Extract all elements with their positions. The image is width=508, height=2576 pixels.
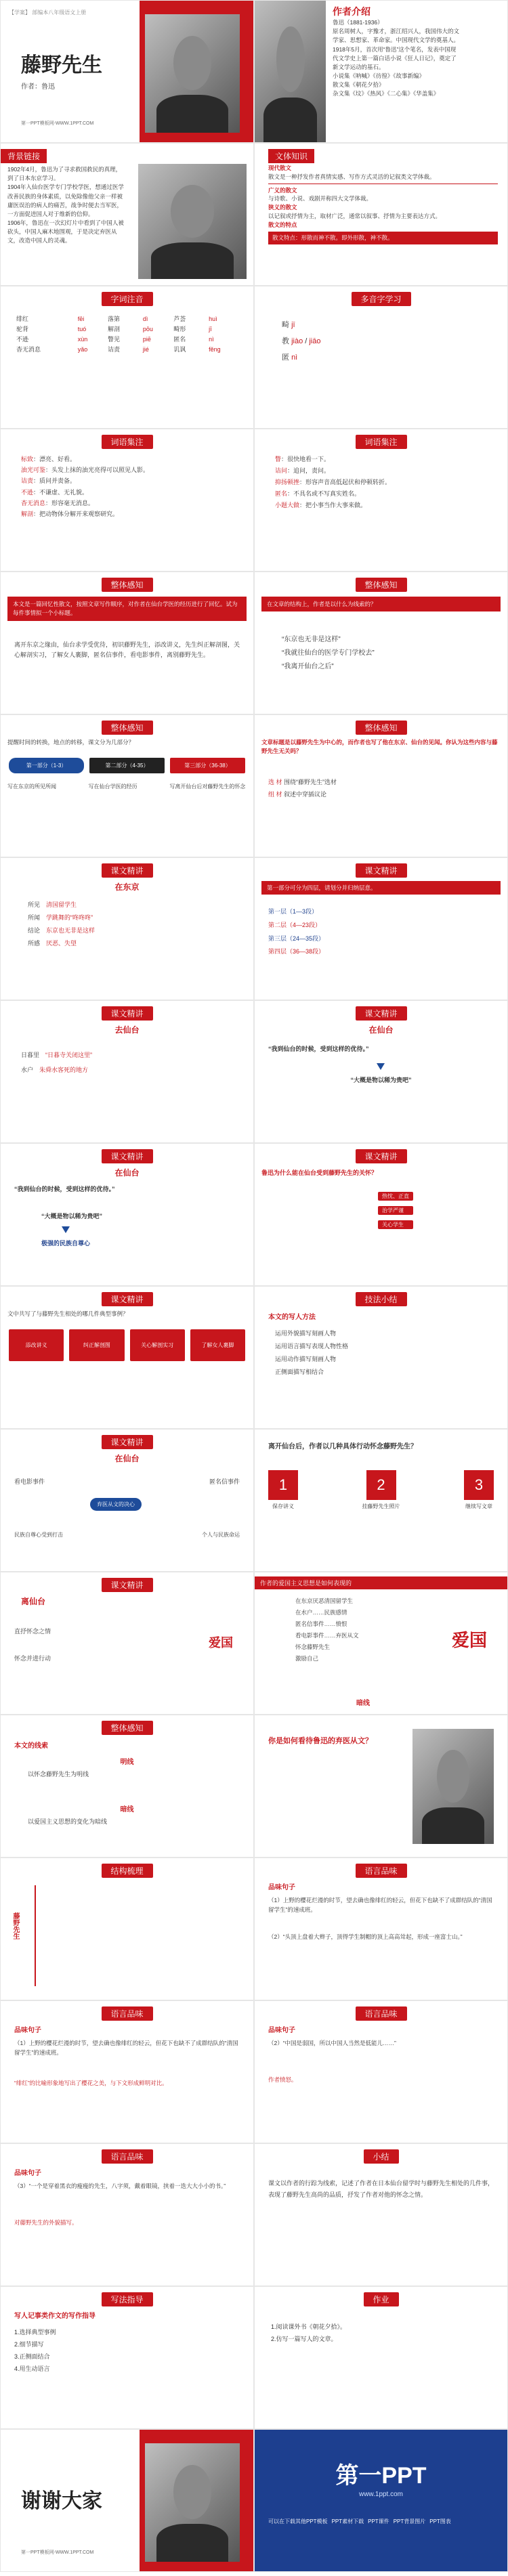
sub-heading: 狭义的散文 xyxy=(268,204,297,211)
list-item: 运用外貌描写刻画人物 xyxy=(275,1330,337,1337)
word-cell: 讥讽 xyxy=(173,346,186,353)
list-item: 1.阅读课外书《朝花夕拾》。 xyxy=(271,2323,347,2330)
answer-text: 离开东京之缘由，仙台求学受优待，初识藤野先生，添改讲义，先生纠正解剖图，关心解剖实习，了解女人裹脚，匿名信事件，看电影事件，离别藤野先生。 xyxy=(14,641,240,659)
char: 畸 xyxy=(282,321,289,329)
slide-material xyxy=(254,714,508,857)
slide-actions xyxy=(254,1429,508,1572)
slide-genre xyxy=(254,143,508,286)
pinyin-cell: jié xyxy=(142,345,149,353)
slide-to-sendai xyxy=(0,1000,254,1143)
place: 水户 xyxy=(21,1066,34,1073)
text-line: 代文学史上第一篇白话小说《狂人日记》，奠定了 xyxy=(333,54,457,62)
row-label: 所闻 xyxy=(28,914,41,921)
pinyin: nì xyxy=(291,353,298,362)
slide-overview-1 xyxy=(0,572,254,714)
section-tag: 整体感知 xyxy=(101,1721,152,1735)
term: 小题大做 xyxy=(275,502,300,509)
question: 文章标题是以藤野先生为中心的，而作者也写了他在东京、仙台的见闻。你认为这些内容与藤野先生无关吗？ xyxy=(261,739,498,754)
section-tag: 课文精讲 xyxy=(355,1149,406,1163)
action-text: 继续写文章 xyxy=(465,1503,492,1509)
sub-heading: 写人记事类作文的写作指导 xyxy=(14,2313,96,2320)
footer-link[interactable]: PPT课件 xyxy=(368,2518,389,2525)
definition: 形容声音高低起伏和停顿转折。 xyxy=(305,479,391,486)
text-para: 1904年入仙台医学专门学校学医，想通过医学改善民族的身体素质，以免除像他父亲一样被庸医误治的病人的痛苦，战争时便去当军医，一方面促进国人对于维新的信仰。 xyxy=(7,184,124,217)
list-item: 3.正侧面结合 xyxy=(14,2353,50,2360)
definition: 质问并责备。 xyxy=(39,477,77,485)
sentence: （2）“中国是弱国，所以中国人当然是低能儿……” xyxy=(268,2040,396,2046)
text-banner: 散文特点：形散而神不散。即外形散，神不散。 xyxy=(268,232,498,244)
section-tag: 课文精讲 xyxy=(101,863,152,878)
label: 组 材 xyxy=(268,791,282,798)
slide-structure xyxy=(0,714,254,857)
row-value: 东京也无非是这样 xyxy=(46,926,96,934)
list-item: 看电影事件……弃医从文 xyxy=(295,1632,359,1639)
row-label: 结论 xyxy=(28,926,41,934)
row-label: 所见 xyxy=(28,901,41,908)
part-box: 第三部分（36-38） xyxy=(170,758,245,773)
definition: 追问，责问。 xyxy=(293,467,331,475)
definition: 把动物体分解开来观察研究。 xyxy=(39,510,119,517)
place-note: “日暮寺关闭这里” xyxy=(45,1052,93,1058)
cover-title: 藤野先生 xyxy=(21,53,102,77)
word-cell: 驼背 xyxy=(16,326,29,332)
slide-thanks xyxy=(0,2429,254,2572)
definition: 形容毫无消息。 xyxy=(51,499,95,507)
question-banner: 在文章的结构上，作者是以什么为线索的？ xyxy=(261,597,501,611)
slide-clues xyxy=(0,1715,254,1858)
sub-heading: 现代散文 xyxy=(268,165,292,171)
slide-vocab-1: 词语集注 标致：漂亮、好看。 油光可鉴：头发上抹的油光亮得可以照见人影。 诘责：质问并责备。 不逊：不谦虚、无礼貌。 杳无消息：形容毫无消息。 解剖：把动物体分解开来观察研究。 xyxy=(0,429,254,572)
slide-vocab-2: 词语集注 瞥：很快地看一下。 诘问：追问，责问。 抑扬顿挫：形容声音高低起伏和停顿转折。 匿名：不具名或不写真实姓名。 小题大做：把小事当作大事来做。 xyxy=(254,429,508,572)
slide-overview-2 xyxy=(254,572,508,714)
layer: 第四层（36—38段） xyxy=(268,948,325,956)
slide-events xyxy=(0,1286,254,1429)
slide-leave-sendai xyxy=(0,1572,254,1715)
cover-small-label: 【学案】 部编本八年级语文上册 xyxy=(9,9,87,16)
sub-heading: 在仙台 xyxy=(114,1168,140,1178)
word-cell: 瞥见 xyxy=(108,336,121,343)
slide-layers xyxy=(254,857,508,1000)
slide-summary xyxy=(254,2143,508,2286)
section-tag: 课文精讲 xyxy=(101,1006,152,1021)
char: 教 xyxy=(282,337,289,346)
bottom-note: 个人与民族命运 xyxy=(202,1532,240,1538)
part-note: 写在仙台学医的经历 xyxy=(88,783,137,790)
term: 诘问 xyxy=(275,467,288,475)
number-box: 3 xyxy=(464,1470,494,1500)
question-banner: 本文是一篇回忆性散文，按照文章写作顺序，对作者在仙台学医的经历进行了回忆。试为每件事情拟一个小标题。 xyxy=(7,597,247,621)
pinyin: jī xyxy=(291,321,295,329)
pinyin-cell: huì xyxy=(209,315,217,322)
char: 匿 xyxy=(282,353,289,362)
slide-turn xyxy=(0,1429,254,1572)
place-note: 朱舜水客死的地方 xyxy=(39,1066,89,1073)
action-text: 保存讲义 xyxy=(272,1503,294,1509)
sub-heading: 本文的线索 xyxy=(14,1742,48,1750)
action-text: 挂藤野先生照片 xyxy=(362,1503,400,1509)
sub-heading: 品味句子 xyxy=(14,2170,41,2177)
list-item: 匿名信事件……愤恨 xyxy=(295,1620,347,1627)
thanks-title: 谢谢大家 xyxy=(21,2489,102,2513)
sub-heading: 广义的散文 xyxy=(268,186,297,194)
section-tag: 技法小结 xyxy=(355,1292,406,1306)
slide-cover xyxy=(0,0,254,143)
bottom-note: 民族自尊心受到打击 xyxy=(14,1532,63,1538)
word-cell: 芦荟 xyxy=(173,316,186,322)
pinyin-cell: dì xyxy=(142,315,148,322)
left-event: 看电影事件 xyxy=(14,1478,45,1485)
text-para: 与诗歌、小说、戏剧并称四大文学体裁。 xyxy=(268,195,373,202)
pinyin-cell: pōu xyxy=(142,325,153,332)
term: 诘责 xyxy=(21,477,34,485)
value: 围绕“藤野先生”选材 xyxy=(284,779,337,786)
quote: “我到仙台的时候，受到这样的优待。” xyxy=(268,1046,369,1052)
sub-heading: 在东京 xyxy=(114,882,140,892)
portrait-photo xyxy=(145,2443,240,2562)
footer-link[interactable]: PPT背景图片 xyxy=(393,2518,426,2525)
section-tag: 多音字学习 xyxy=(351,292,410,306)
text-para: 以记叙或抒情为主，取材广泛，通常以叙事、抒情为主要表达方式。 xyxy=(268,212,442,219)
row-value: 清国留学生 xyxy=(46,901,77,908)
slide-language-4 xyxy=(0,2143,254,2286)
cover-badge: 第一PPT模板网-WWW.1PPT.COM xyxy=(21,2550,94,2555)
section-tag: 课文精讲 xyxy=(101,1435,152,1449)
word-cell: 解剖 xyxy=(108,326,121,332)
section-tag: 整体感知 xyxy=(355,721,406,735)
thread-label: 暗线 xyxy=(356,1700,370,1707)
slide-language-2 xyxy=(0,2000,254,2143)
clue-text: 以怀念藤野先生为明线 xyxy=(28,1771,89,1778)
section-tag: 小结 xyxy=(363,2149,398,2164)
definition: 不谦虚、无礼貌。 xyxy=(39,488,89,496)
pinyin-cell: piē xyxy=(142,335,151,343)
section-banner: 作者的爱国主义思想是如何表现的 xyxy=(255,1576,507,1589)
sub-heading: 品味句子 xyxy=(14,2027,41,2034)
quote: “大概是物以稀为贵吧” xyxy=(41,1213,103,1220)
slide-language-3 xyxy=(254,2000,508,2143)
list-item: 1.选择典型事例 xyxy=(14,2329,56,2336)
section-tag: 整体感知 xyxy=(101,721,152,735)
word-cell: 诘责 xyxy=(108,346,121,353)
text-line: 杂文集《坟》《热风》《二心集》《华盖集》 xyxy=(333,90,440,98)
slide-brand xyxy=(254,2429,508,2572)
number-box: 1 xyxy=(268,1470,298,1500)
note: 作者愤怒。 xyxy=(268,2076,297,2083)
term: 标致 xyxy=(21,456,34,463)
term: 解剖 xyxy=(21,510,34,517)
list-item: 激励自己 xyxy=(295,1655,319,1662)
sub-heading: 在仙台 xyxy=(368,1025,394,1035)
point: 直抒怀念之情 xyxy=(14,1628,51,1635)
sentence: （1）上野的樱花烂漫的时节，望去确也像绯红的轻云，但花下也缺不了成群结队的“清国留学生”的速成班。 xyxy=(14,2040,238,2056)
sub-heading: 散文的特点 xyxy=(268,221,297,228)
note: “绯红”的比喻形象地写出了樱花之美，与下文形成鲜明对比。 xyxy=(14,2080,168,2086)
section-title: 作者介绍 xyxy=(333,6,371,17)
term: 不逊 xyxy=(21,488,34,496)
sub-heading: 品味句子 xyxy=(268,2027,295,2034)
text-para: 散文是一种抒发作者真情实感、写作方式灵活的记叙类文学体裁。 xyxy=(268,173,436,180)
list-item: 2.仿写一篇写人的文章。 xyxy=(271,2336,337,2342)
core-word: 爱国 xyxy=(451,1631,487,1651)
brand-url: www.1ppt.com xyxy=(358,2491,404,2498)
clue-text: 以爱国主义思想的变化为暗线 xyxy=(28,1818,108,1825)
slide-technique xyxy=(254,1286,508,1429)
pinyin-table xyxy=(14,314,241,354)
slide-background xyxy=(0,143,254,286)
section-title: 文体知识 xyxy=(268,149,314,163)
slide-polyphone: 多音字学习 畸 jī 教 jiào / jiāo 匿 nì xyxy=(254,286,508,429)
section-tag: 课文精讲 xyxy=(101,1149,152,1163)
pinyin-cell: yǎo xyxy=(77,345,88,353)
quote: “我就往仙台的医学专门学校去” xyxy=(282,649,375,657)
slide-sendai-1 xyxy=(254,1000,508,1143)
section-tag: 写法指导 xyxy=(101,2292,152,2306)
event-tag: 了解女人裹脚 xyxy=(190,1329,245,1361)
layer: 第三层（24—35段） xyxy=(268,935,325,942)
clue-label: 明线 xyxy=(120,1759,134,1766)
section-tag: 语言品味 xyxy=(355,2006,406,2021)
clue-label: 暗线 xyxy=(120,1806,134,1813)
term: 抑扬顿挫 xyxy=(275,479,300,486)
text-line: 小说集《呐喊》《彷徨》《故事新编》 xyxy=(333,72,425,80)
section-tag: 词语集注 xyxy=(355,435,406,449)
section-tag: 语言品味 xyxy=(355,1864,406,1878)
section-tag: 课文精讲 xyxy=(101,1292,152,1306)
part-box: 第二部分（4-35） xyxy=(89,758,165,773)
sentence: （3）“一个是穿着黑衣的瘦瘦的先生，八字须，戴着眼镜，挟着一迭大大小小的书。” xyxy=(14,2183,226,2189)
section-tag: 语言品味 xyxy=(101,2149,152,2164)
question: 提醒时间的转换，地点的转移，课文分为几部分？ xyxy=(7,739,135,746)
text-line: 新文学运动的基石。 xyxy=(333,63,385,70)
value: 叙述中穿插议论 xyxy=(284,791,327,798)
brand-logo: 第一PPT xyxy=(335,2463,427,2489)
text-line: 鲁迅（1881-1936） xyxy=(333,19,383,26)
list-item: 2.细节描写 xyxy=(14,2341,44,2348)
slide-pronunciation xyxy=(0,286,254,429)
definition: 头发上抹的油光亮得可以照见人影。 xyxy=(51,467,150,474)
layer: 第一层（1—3段） xyxy=(268,908,318,915)
pinyin-cell: jī xyxy=(209,325,212,332)
list-item: 在东京厌恶清国留学生 xyxy=(295,1597,354,1604)
portrait-photo xyxy=(255,1,326,143)
quote: “东京也无非是这样” xyxy=(282,636,341,643)
cover-badge: 第一PPT模板网-WWW.1PPT.COM xyxy=(21,121,94,126)
section-tag: 语言品味 xyxy=(101,2006,152,2021)
note: 对藤野先生的外貌描写。 xyxy=(14,2219,78,2226)
text-line: 散文集《朝花夕拾》 xyxy=(333,81,385,89)
section-tag: 整体感知 xyxy=(355,578,406,592)
conclusion: 极强的民族自尊心 xyxy=(41,1240,91,1247)
pinyin-cell: xùn xyxy=(77,335,88,343)
slide-author-intro xyxy=(254,0,508,143)
layer: 第二层（4—23段） xyxy=(268,921,322,928)
slide-tokyo xyxy=(0,857,254,1000)
outline-center: 藤野先生 xyxy=(12,1912,19,1939)
sub-heading: 离仙台 xyxy=(21,1597,46,1606)
text-line: 原名周树人，字豫才，浙江绍兴人，我国伟大的文 xyxy=(333,28,460,35)
footer-link[interactable]: PPT素材下载 xyxy=(331,2518,364,2525)
section-tag: 结构梳理 xyxy=(101,1864,152,1878)
section-tag: 作业 xyxy=(363,2292,398,2306)
pinyin-cell: nì xyxy=(209,335,214,343)
pinyin: jiāo xyxy=(309,337,321,346)
row-label: 所感 xyxy=(28,939,41,947)
definition: 不具名或不写真实姓名。 xyxy=(293,490,361,498)
pinyin-cell: tuó xyxy=(77,325,87,332)
sub-heading: 品味句子 xyxy=(268,1884,295,1891)
row-value: 学跳舞的“咚咚咚” xyxy=(46,914,93,921)
quote: “我到仙台的时候，受到这样的优待。” xyxy=(14,1186,115,1193)
list-item: 4.用生动语言 xyxy=(14,2365,50,2372)
list-item: 运用动作描写刻画人物 xyxy=(275,1355,337,1362)
section-tag: 课文精讲 xyxy=(101,1578,152,1592)
definition: 漂亮、好看。 xyxy=(39,456,77,463)
word-cell: 落第 xyxy=(108,316,121,322)
text-para: 1906年，鲁迅在一次幻灯片中看到了中国人被砍头，中国人麻木地围观，于是决定弃医从文，改造中国人的灵魂。 xyxy=(7,219,124,244)
word-cell: 不逊 xyxy=(16,336,29,343)
summary-text: 课文以作者的行踪为线索，记述了作者在日本仙台留学时与藤野先生相处的几件事，表现了藤野先生高尚的品质，抒发了作者对他的怀念之情。 xyxy=(268,2180,494,2199)
list-item: 在水户……民族感情 xyxy=(295,1609,347,1616)
part-note: 写在东京的所见所闻 xyxy=(7,783,56,790)
section-tag: 课文精讲 xyxy=(355,1006,406,1021)
definition: 把小事当作大事来做。 xyxy=(305,502,367,509)
pinyin-cell: fěng xyxy=(209,345,221,353)
term: 匿名 xyxy=(275,490,288,498)
slide-homework xyxy=(254,2286,508,2429)
point: 怀念并进行动 xyxy=(14,1655,51,1662)
trait-tag: 热忱、正直 xyxy=(378,1192,413,1201)
quote: “我离开仙台之后” xyxy=(282,663,334,670)
section-tag: 课文精讲 xyxy=(355,863,406,878)
trait-tag: 关心学生 xyxy=(378,1220,413,1229)
part-box: 第一部分（1-3） xyxy=(9,758,84,773)
slide-care xyxy=(254,1143,508,1286)
slide-outline xyxy=(0,1858,254,2000)
question-banner: 第一部分可分为四层，请划分并归纳层意。 xyxy=(261,881,501,895)
row-value: 厌恶、失望 xyxy=(46,939,77,947)
slide-discussion xyxy=(254,1715,508,1858)
sentence: （1）上野的樱花烂漫的时节，望去确也像绯红的轻云，但花下也缺不了成群结队的“清国留学生”的速成班。 xyxy=(268,1897,492,1913)
portrait-photo xyxy=(138,164,247,279)
center-result: 弃医从文的决心 xyxy=(90,1498,142,1511)
question: 你是如何看待鲁迅的弃医从文？ xyxy=(268,1737,373,1745)
part-note: 写离开仙台后对藤野先生的怀念 xyxy=(169,783,246,790)
section-tag: 整体感知 xyxy=(101,578,152,592)
question: 鲁迅为什么能在仙台受到藤野先生的关怀？ xyxy=(261,1169,378,1176)
portrait-photo xyxy=(412,1729,494,1844)
list-item: 正侧面描写相结合 xyxy=(275,1368,324,1375)
question: 离开仙台后，作者以几种具体行动怀念藤野先生？ xyxy=(268,1443,417,1451)
quote: “大概是物以稀为贵吧” xyxy=(350,1077,412,1083)
event-tag: 添改讲义 xyxy=(9,1329,64,1361)
cover-author: 作者：鲁迅 xyxy=(21,83,55,91)
pinyin-cell: fēi xyxy=(77,315,85,322)
trait-tag: 治学严谨 xyxy=(378,1206,413,1215)
word-cell: 畸形 xyxy=(173,326,186,332)
label: 选 材 xyxy=(268,779,282,786)
slide-writing xyxy=(0,2286,254,2429)
event-tag: 纠正解剖图 xyxy=(69,1329,124,1361)
list-item: 运用语言描写表现人物性格 xyxy=(275,1342,349,1350)
sub-heading: 本文的写人方法 xyxy=(268,1314,316,1321)
portrait-photo xyxy=(145,14,240,133)
pinyin: jiào xyxy=(291,337,303,346)
slide-language-1 xyxy=(254,1858,508,2000)
slide-patriotism xyxy=(254,1572,508,1715)
list-item: 怀念藤野先生 xyxy=(295,1644,331,1650)
definition: 很快地看一下。 xyxy=(287,456,331,463)
core-word: 爱国 xyxy=(209,1636,233,1650)
term: 杳无消息 xyxy=(21,499,46,507)
footer-link[interactable]: 可以在下载其他PPT模板 xyxy=(268,2518,328,2525)
section-tag: 词语集注 xyxy=(101,435,152,449)
number-box: 2 xyxy=(366,1470,396,1500)
sub-heading: 去仙台 xyxy=(114,1025,140,1035)
right-event: 匿名信事件 xyxy=(209,1478,240,1485)
text-line: 1918年5月，首次用“鲁迅”这个笔名，发表中国现 xyxy=(333,45,457,53)
place: 日暮里 xyxy=(21,1052,40,1058)
word-cell: 绯红 xyxy=(16,316,29,322)
word-cell: 匿名 xyxy=(173,336,186,343)
footer-link[interactable]: PPT图表 xyxy=(429,2518,451,2525)
term: 油光可鉴 xyxy=(21,467,46,474)
section-title: 背景链接 xyxy=(1,149,47,163)
text-line: 学家、思想家、革命家。中国现代文学的奠基人。 xyxy=(333,37,460,44)
question: 文中共写了与藤野先生相处的哪几件典型事例？ xyxy=(7,1310,129,1317)
text-para: 1902年4月，鲁迅为了寻求救国救民的真理，到了日本东京学习。 xyxy=(7,166,122,182)
word-cell: 杳无消息 xyxy=(16,346,41,353)
section-tag: 字词注音 xyxy=(101,292,152,306)
event-tag: 关心解剖实习 xyxy=(130,1329,185,1361)
term: 瞥 xyxy=(275,456,282,463)
slide-sendai-2 xyxy=(0,1143,254,1286)
sentence: （2）“头顶上盘着大辫子，顶得学生制帽的顶上高高耸起，形成一座富士山。” xyxy=(268,1933,463,1940)
sub-heading: 在仙台 xyxy=(114,1454,140,1463)
